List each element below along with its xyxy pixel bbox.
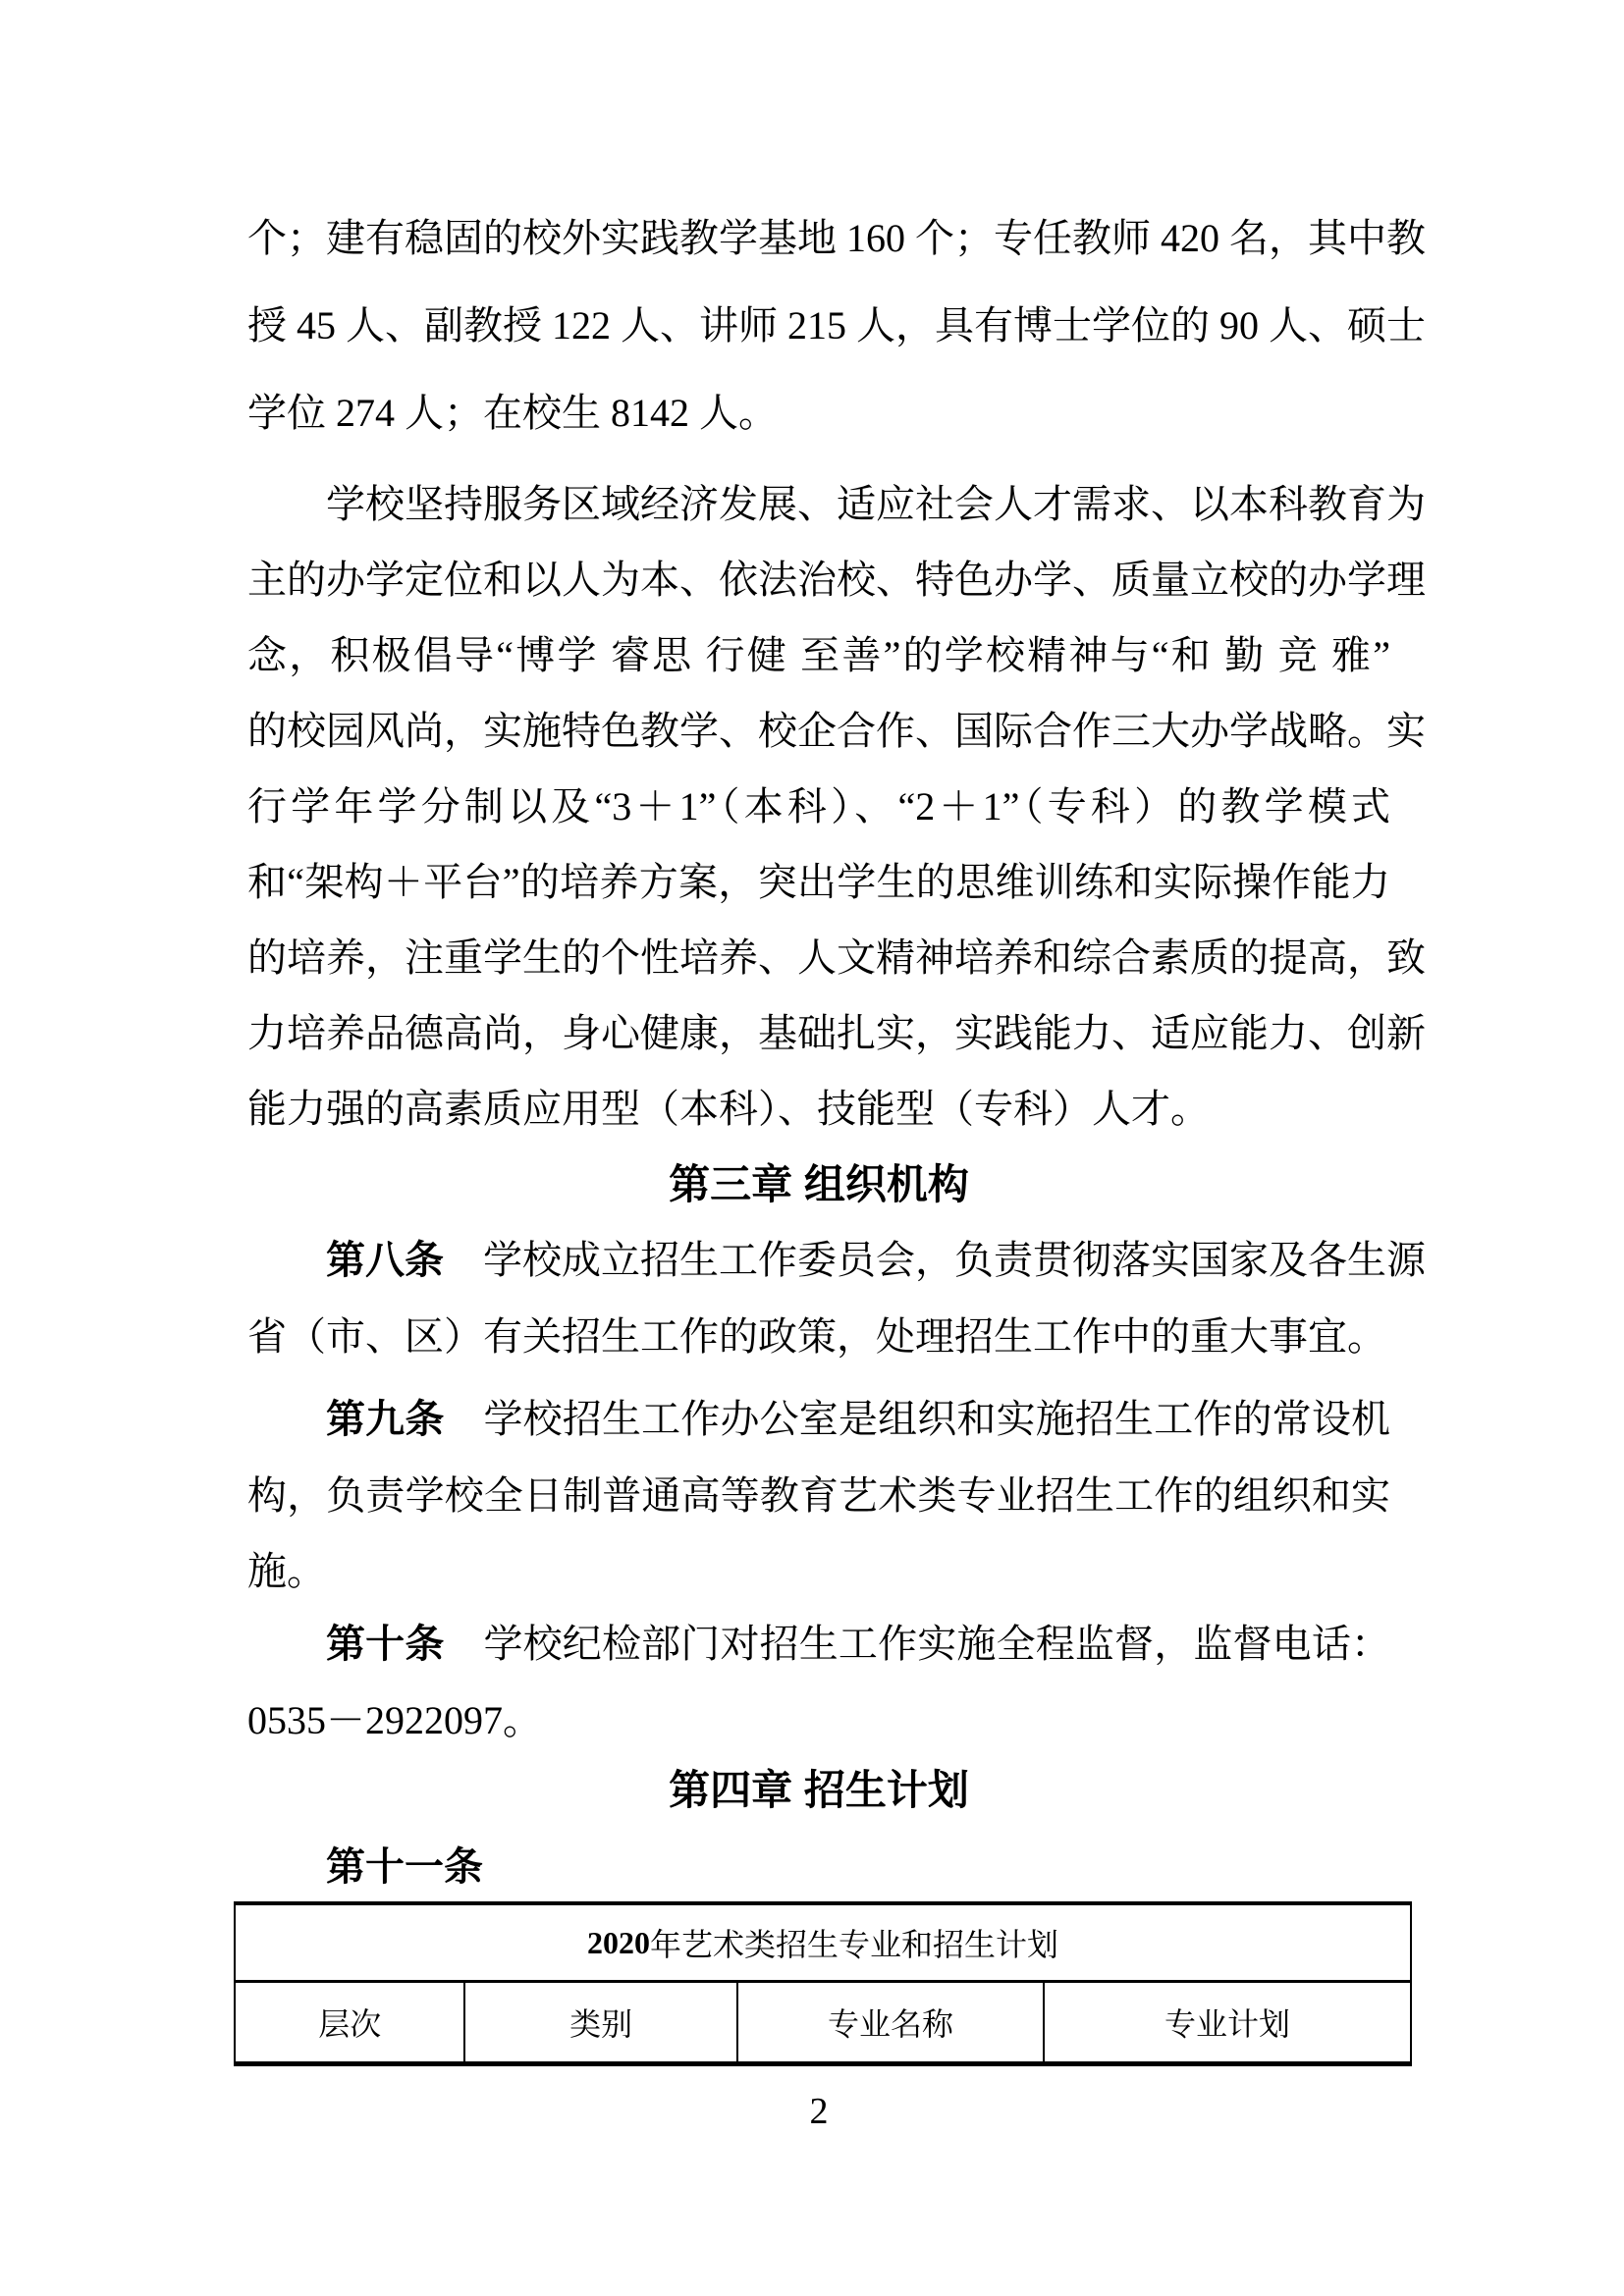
text-line: 行学年学分制以及“3＋1”（本科）、“2＋1”（专科）的教学模式 [247,784,1390,828]
text-line: 学校坚持服务区域经济发展、适应社会人才需求、以本科教育为 [326,482,1426,526]
article-11 [247,1838,1390,1896]
article-9-label: 第九条 [326,1398,445,1441]
article-9 [247,1381,1390,1609]
article-10 [247,1606,1390,1758]
article-10-label: 第十条 [326,1623,445,1666]
text-line: 力培养品德高尚，身心健康，基础扎实，实践能力、适应能力、创新 [247,1011,1426,1055]
article-11-label: 第十一条 [326,1845,483,1889]
text-line [247,1381,1390,1458]
paragraph-campus-stats [247,194,1426,456]
text-line: 施。 [247,1549,326,1593]
article-8-text: 学校成立招生工作委员会，负责贯彻落实国家及各生源 [483,1238,1426,1282]
chapter4-heading: 第四章 招生计划 [669,1767,969,1813]
article-8-label: 第八条 [326,1239,444,1282]
table-title-row [236,1905,1410,1983]
col-header-major-plan: 专业计划 [1164,2006,1290,2042]
table-title-year: 2020 [586,1924,650,1960]
text-line: 能力强的高素质应用型（本科）、技能型（专科）人才。 [247,1087,1210,1131]
table-title-text: 年艺术类招生专业和招生计划 [649,1927,1058,1962]
article-10-text: 学校纪检部门对招生工作实施全程监督，监督电话： [483,1622,1391,1666]
text-line: 主的办学定位和以人为本、依法治校、特色办学、质量立校的办学理 [247,558,1426,602]
text-line: 省（市、区）有关招生工作的政策，处理招生工作中的重大事宜。 [247,1314,1386,1359]
admission-plan-table [234,1901,1412,2066]
page-number: 2 [809,2091,829,2132]
text-line: 学位 274 人；在校生 8142 人。 [247,391,778,435]
text-line [247,1606,1390,1682]
text-line: 构，负责学校全日制普通高等教育艺术类专业招生工作的组织和实 [247,1473,1390,1518]
article-8 [247,1222,1426,1374]
text-line: 的培养，注重学生的个性培养、人文精神培养和综合素质的提高，致 [247,935,1426,980]
article-9-text: 学校招生工作办公室是组织和实施招生工作的常设机 [483,1397,1391,1441]
text-line: 个；建有稳固的校外实践教学基地 160 个；专任教师 420 名，其中教 [247,216,1426,260]
col-header-major-name: 专业名称 [738,1983,1045,2061]
text-line: 授 45 人、副教授 122 人、讲师 215 人，具有博士学位的 90 人、硕士 [247,303,1426,347]
col-header-category: 类别 [465,1983,737,2061]
text-line: 和“架构＋平台”的培养方案，突出学生的思维训练和实际操作能力 [247,860,1390,904]
paragraph-philosophy [247,466,1426,1147]
chapter3-heading: 第三章 组织机构 [669,1161,969,1207]
supervision-phone: 0535－2922097。 [247,1698,542,1742]
text-line: 念，积极倡导“博学 睿思 行健 至善”的学校精神与“和 勤 竞 雅” [247,633,1390,677]
text-line: 的校园风尚，实施特色教学、校企合作、国际合作三大办学战略。实 [247,709,1426,753]
col-header-level: 层次 [236,1983,465,2061]
text-line [247,1222,1426,1299]
table-header-row [236,1983,1410,2061]
